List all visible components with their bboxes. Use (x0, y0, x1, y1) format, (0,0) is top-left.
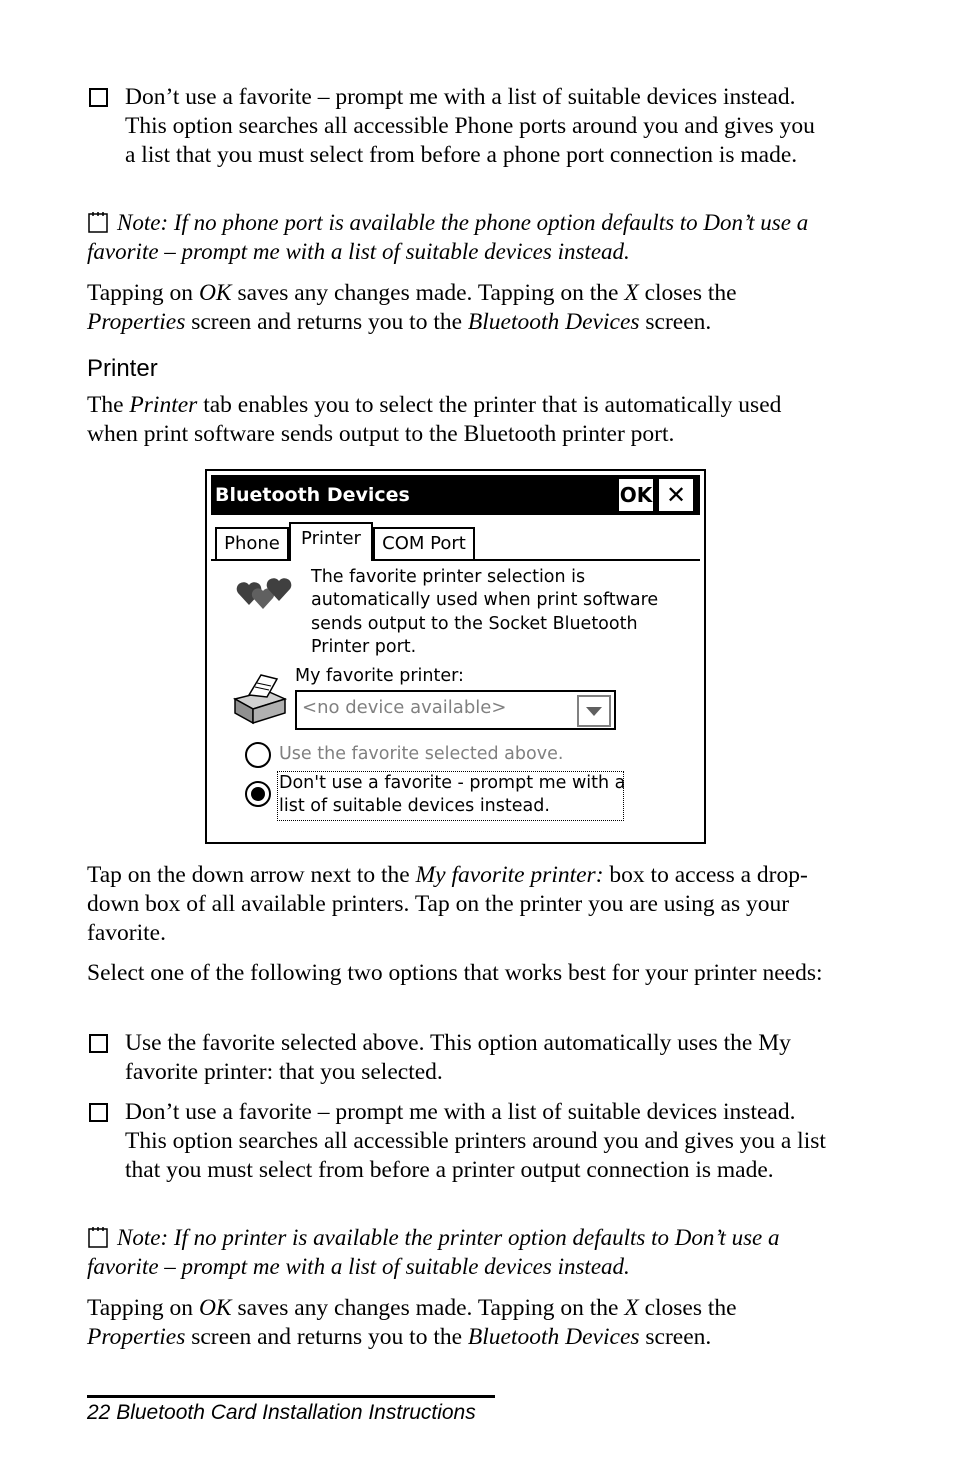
note-pad-icon (87, 211, 109, 233)
printer-icon (227, 669, 291, 727)
combo-value: <no device available> (302, 697, 507, 718)
bullet-text: Don’t use a favorite – prompt me with a list of suitable devices instead. This option searches all accessible printers around you and gives you a list that you must select from before a printer output connection is made. (125, 1099, 826, 1183)
footer-rule (87, 1395, 495, 1398)
checkbox-bullet-icon (89, 1034, 108, 1053)
info-line-2: automatically used when print software (311, 590, 659, 610)
dialog-title-bar (211, 475, 700, 515)
bullet-text: Don’t use a favorite – prompt me with a list of suitable devices instead. This option searches all accessible Phone ports around you and gives you a list that you must select from before a phone port connection is made. (125, 84, 815, 168)
bullet-dont-use-favorite-printer (87, 1098, 827, 1185)
tapping-paragraph-1: Tapping on OK saves any changes made. Tapping on the X closes the Properties screen and returns you to the Bluetooth Devices screen. (87, 280, 737, 335)
radio-dont-use-favorite[interactable] (245, 781, 271, 807)
favorite-printer-label: My favorite printer: (295, 666, 464, 686)
tab-divider (211, 559, 700, 561)
dialog-title: Bluetooth Devices (215, 484, 410, 506)
tab-com-port[interactable]: COM Port (373, 527, 475, 559)
note-text: Note: If no phone port is available the phone option defaults to Don’t use a favorite – prompt me with a list of suitable devices instead. (87, 210, 809, 264)
dropdown-instructions-paragraph: Tap on the down arrow next to the My favorite printer: box to access a drop-down box of all available printers. Tap on the printer you are using as your favorite. (87, 862, 808, 946)
checkbox-bullet-icon (89, 1103, 108, 1122)
option-dont-use-favorite-line-2: list of suitable devices instead. (279, 796, 550, 816)
bullet-text: Use the favorite selected above. This option automatically uses the My favorite printer: that you selected. (125, 1030, 791, 1085)
info-line-4: Printer port. (311, 637, 417, 657)
bullet-use-favorite (87, 1029, 827, 1087)
note-phone (87, 208, 827, 266)
tapping-paragraph-2: Tapping on OK saves any changes made. Tapping on the X closes the Properties screen and returns you to the Bluetooth Devices screen. (87, 1295, 737, 1350)
bullet-dont-use-favorite-phone (87, 83, 827, 170)
tab-printer[interactable]: Printer (289, 522, 373, 561)
ok-button[interactable]: OK (619, 479, 653, 511)
chevron-down-icon (579, 697, 609, 725)
page-footer: 22 Bluetooth Card Installation Instructions (87, 1401, 476, 1424)
close-button[interactable]: ✕ (659, 479, 693, 511)
info-line-3: sends output to the Socket Bluetooth (311, 614, 638, 634)
section-heading-printer: Printer (87, 355, 158, 382)
hearts-icon (235, 573, 295, 613)
select-options-paragraph: Select one of the following two options that works best for your printer needs: (87, 960, 823, 986)
tab-phone[interactable]: Phone (215, 527, 289, 559)
info-line-1: The favorite printer selection is (311, 567, 586, 587)
note-pad-icon (87, 1226, 109, 1248)
note-text: Note: If no printer is available the printer option defaults to Don’t use a favorite – prompt me with a list of suitable devices instead. (87, 1225, 780, 1279)
favorite-printer-combo[interactable] (295, 690, 616, 730)
bluetooth-devices-dialog (205, 469, 706, 844)
dropdown-button[interactable] (577, 695, 611, 727)
radio-use-favorite[interactable] (245, 742, 271, 768)
option-use-favorite-label: Use the favorite selected above. (279, 744, 564, 764)
printer-intro-paragraph: The Printer tab enables you to select the printer that is automatically used when print software sends output to the Bluetooth printer port. (87, 392, 782, 447)
option-dont-use-favorite-line-1: Don't use a favorite - prompt me with a (279, 773, 626, 793)
checkbox-bullet-icon (89, 88, 108, 107)
note-printer (87, 1223, 827, 1281)
